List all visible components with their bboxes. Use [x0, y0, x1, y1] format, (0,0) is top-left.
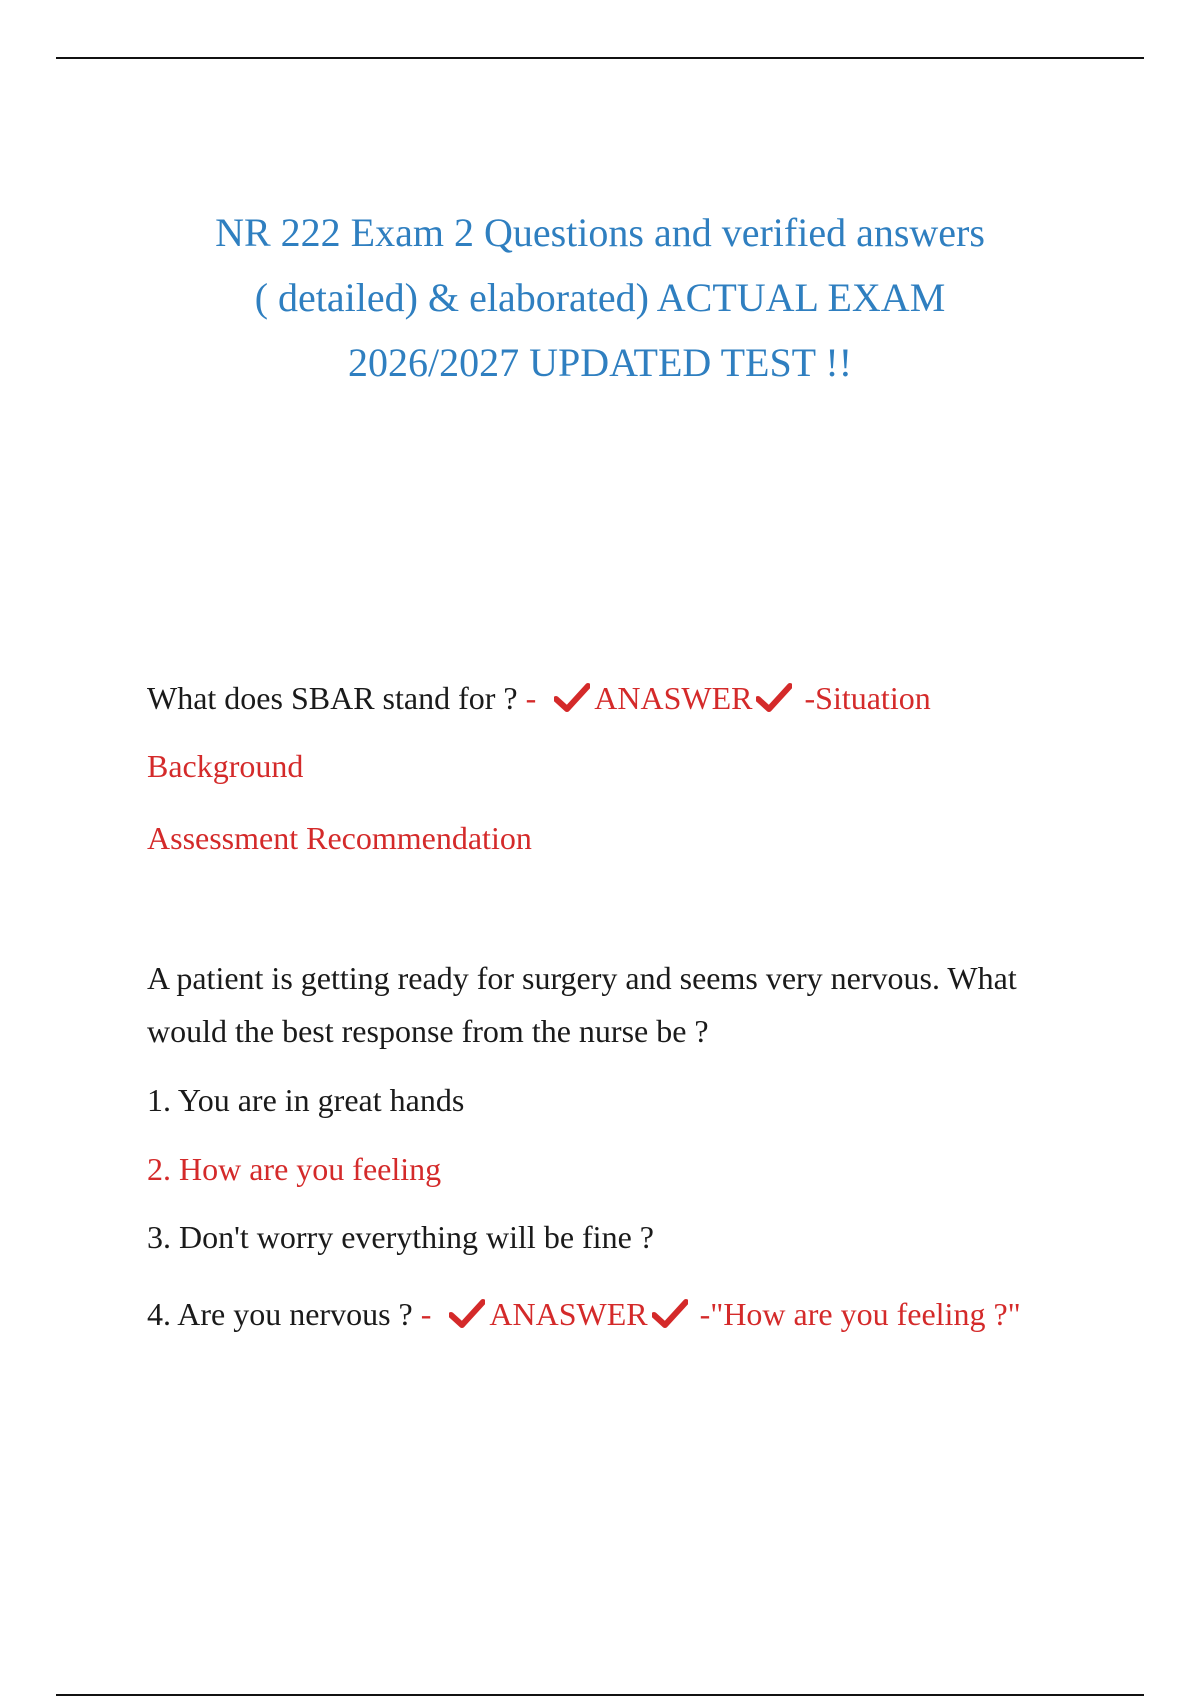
checkmark-icon: [756, 683, 792, 713]
answer-1-text: -Situation: [796, 680, 931, 716]
answer-dash: -: [517, 680, 545, 716]
question-2-line-2: would the best response from the nurse be ?: [147, 1013, 709, 1049]
answer-1-line-2: Background: [147, 748, 304, 784]
option-4-with-answer: [147, 1296, 1021, 1333]
answer-label: ANASWER: [489, 1296, 648, 1332]
answer-1-line-3: Assessment Recommendation: [147, 820, 532, 856]
answer-dash: -: [412, 1296, 440, 1332]
document-title: [150, 200, 1050, 395]
checkmark-icon: [449, 1299, 485, 1329]
title-line-1: NR 222 Exam 2 Questions and verified answers: [215, 210, 985, 255]
top-rule: [56, 57, 1144, 59]
bottom-rule: [56, 1694, 1144, 1696]
question-1: [147, 680, 931, 717]
checkmark-icon: [554, 683, 590, 713]
checkmark-icon: [652, 1299, 688, 1329]
question-2-line-1: A patient is getting ready for surgery and seems very nervous. What: [147, 960, 1017, 996]
title-line-3: 2026/2027 UPDATED TEST !!: [347, 340, 853, 385]
option-1: 1. You are in great hands: [147, 1082, 465, 1118]
option-3: 3. Don't worry everything will be fine ?: [147, 1219, 654, 1255]
question-1-text: What does SBAR stand for ?: [147, 680, 518, 716]
answer-label: ANASWER: [594, 680, 753, 716]
option-2-correct: 2. How are you feeling: [147, 1151, 442, 1187]
answer-2-text: -"How are you feeling ?": [691, 1296, 1021, 1332]
option-4: 4. Are you nervous ?: [147, 1296, 413, 1332]
title-line-2: ( detailed) & elaborated) ACTUAL EXAM: [254, 275, 946, 320]
